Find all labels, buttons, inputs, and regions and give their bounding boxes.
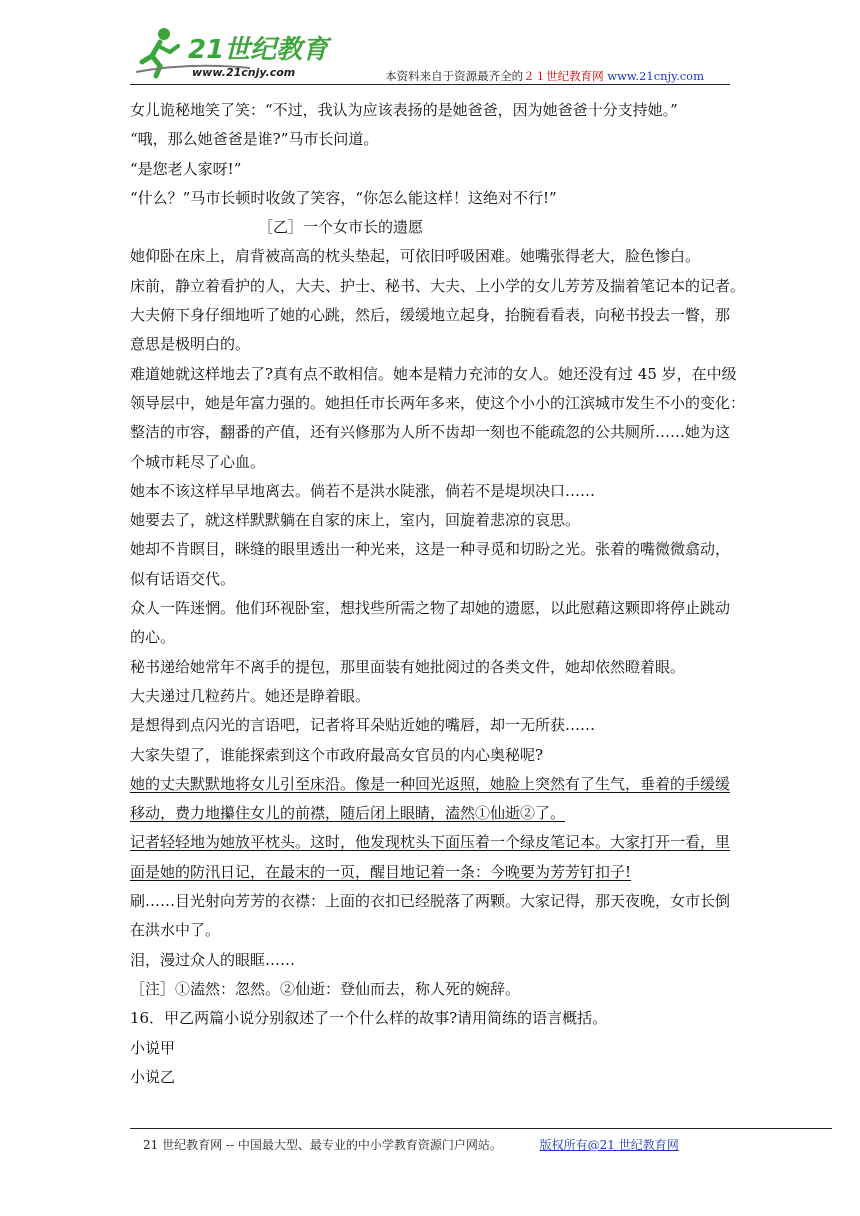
paragraph: 在洪水中了。 xyxy=(130,921,221,940)
copyright-link[interactable]: 版权所有@21 世纪教育网 xyxy=(539,1138,679,1152)
paragraph: 刷……目光射向芳芳的衣襟：上面的衣扣已经脱落了两颗。大家记得，那天夜晚，女市长倒 xyxy=(130,892,731,911)
footer-text: 21 世纪教育网 -- 中国最大型、最专业的中小学教育资源门户网站。 xyxy=(143,1138,502,1152)
answer-label: 小说乙 xyxy=(130,1067,176,1086)
paragraph: 的心。 xyxy=(130,628,176,647)
header-notice-prefix: 本资料来自于资源最齐全的 xyxy=(385,69,524,83)
paragraph: 大家失望了，谁能探索到这个市政府最高女官员的内心奥秘呢? xyxy=(130,745,544,764)
header-divider xyxy=(130,84,730,85)
page-header xyxy=(130,22,730,86)
question: 16．甲乙两篇小说分别叙述了一个什么样的故事?请用简练的语言概括。 xyxy=(130,1009,608,1028)
paragraph: 难道她就这样地去了?真有点不敢相信。她本是精力充沛的女人。她还没有过 45 岁，在中级 xyxy=(130,364,737,383)
underlined-paragraph: 移动，费力地攥住女儿的前襟，随后闭上眼睛，溘然①仙逝②了。 xyxy=(130,804,566,823)
paragraph: 意思是极明白的。 xyxy=(130,335,251,354)
story-title: ［乙］一个女市长的遗愿 xyxy=(258,218,424,237)
header-notice xyxy=(385,68,704,84)
paragraph: 她要去了，就这样默默躺在自家的床上，室内，回旋着悲凉的哀思。 xyxy=(130,511,581,530)
paragraph: 大夫递过几粒药片。她还是睁着眼。 xyxy=(130,686,371,705)
paragraph: 众人一阵迷惘。他们环视卧室，想找些所需之物了却她的遗愿，以此慰藉这颗即将停止跳动 xyxy=(130,599,731,618)
paragraph: “什么？”马市长顿时收敛了笑容，“你怎么能这样！这绝对不行!” xyxy=(130,188,557,207)
paragraph: 领导层中，她是年富力强的。她担任市长两年多来，使这个小小的江滨城市发生不小的变化： xyxy=(130,393,746,412)
header-site-url[interactable]: www.21cnjy.com xyxy=(607,69,704,83)
logo-text: 21世纪教育 xyxy=(188,35,329,65)
paragraph: 她本不该这样早早地离去。倘若不是洪水陡涨，倘若不是堤坝决口…… xyxy=(130,481,596,500)
paragraph: “是您老人家呀!” xyxy=(130,159,242,178)
paragraph: 泪，漫过众人的眼眶…… xyxy=(130,950,296,969)
paragraph: 整洁的市容，翻番的产值，还有兴修那为人所不齿却一刻也不能疏忽的公共厕所……她为这 xyxy=(130,423,731,442)
paragraph: 她仰卧在床上，肩背被高高的枕头垫起，可依旧呼吸困难。她嘴张得老大，脸色惨白。 xyxy=(130,247,701,266)
paragraph: 个城市耗尽了心血。 xyxy=(130,452,266,471)
document-body xyxy=(130,96,746,1092)
answer-label: 小说甲 xyxy=(130,1038,176,1057)
paragraph: 床前，静立着看护的人，大夫、护士、秘书、大夫、上小学的女儿芳芳及揣着笔记本的记者。 xyxy=(130,276,746,295)
underlined-paragraph: 她的丈夫默默地将女儿引至床沿。像是一种回光返照，她脸上突然有了生气，垂着的手缓缓 xyxy=(130,774,731,793)
paragraph: 秘书递给她常年不离手的提包，那里面装有她批阅过的各类文件，她却依然瞪着眼。 xyxy=(130,657,686,676)
logo-url: www.21cnjy.com xyxy=(192,66,296,79)
underlined-paragraph: 记者轻轻地为她放平枕头。这时，他发现枕头下面压着一个绿皮笔记本。大家打开一看，里 xyxy=(130,833,731,852)
paragraph: 她却不肯瞑目，眯缝的眼里透出一种光来，这是一种寻觅和切盼之光。张着的嘴微微翕动， xyxy=(130,540,731,559)
paragraph: 似有话语交代。 xyxy=(130,569,236,588)
page-footer xyxy=(143,1136,679,1153)
paragraph: 是想得到点闪光的言语吧，记者将耳朵贴近她的嘴唇，却一无所获…… xyxy=(130,716,596,735)
underlined-paragraph: 面是她的防汛日记，在最末的一页，醒目地记着一条：今晚要为芳芳钉扣子! xyxy=(130,862,632,881)
paragraph: 大夫俯下身仔细地听了她的心跳，然后，缓缓地立起身，抬腕看看表，向秘书投去一瞥，那 xyxy=(130,306,731,325)
annotation: ［注］①溘然：忽然。②仙逝：登仙而去，称人死的婉辞。 xyxy=(130,979,521,998)
site-logo xyxy=(130,22,345,84)
paragraph: 女儿诡秘地笑了笑：“不过，我认为应该表扬的是她爸爸，因为她爸爸十分支持她。” xyxy=(130,101,678,119)
paragraph: “哦，那么她爸爸是谁?”马市长问道。 xyxy=(130,130,379,149)
footer-divider xyxy=(130,1128,832,1129)
header-site-name[interactable]: ２１世纪教育网 xyxy=(523,69,604,83)
